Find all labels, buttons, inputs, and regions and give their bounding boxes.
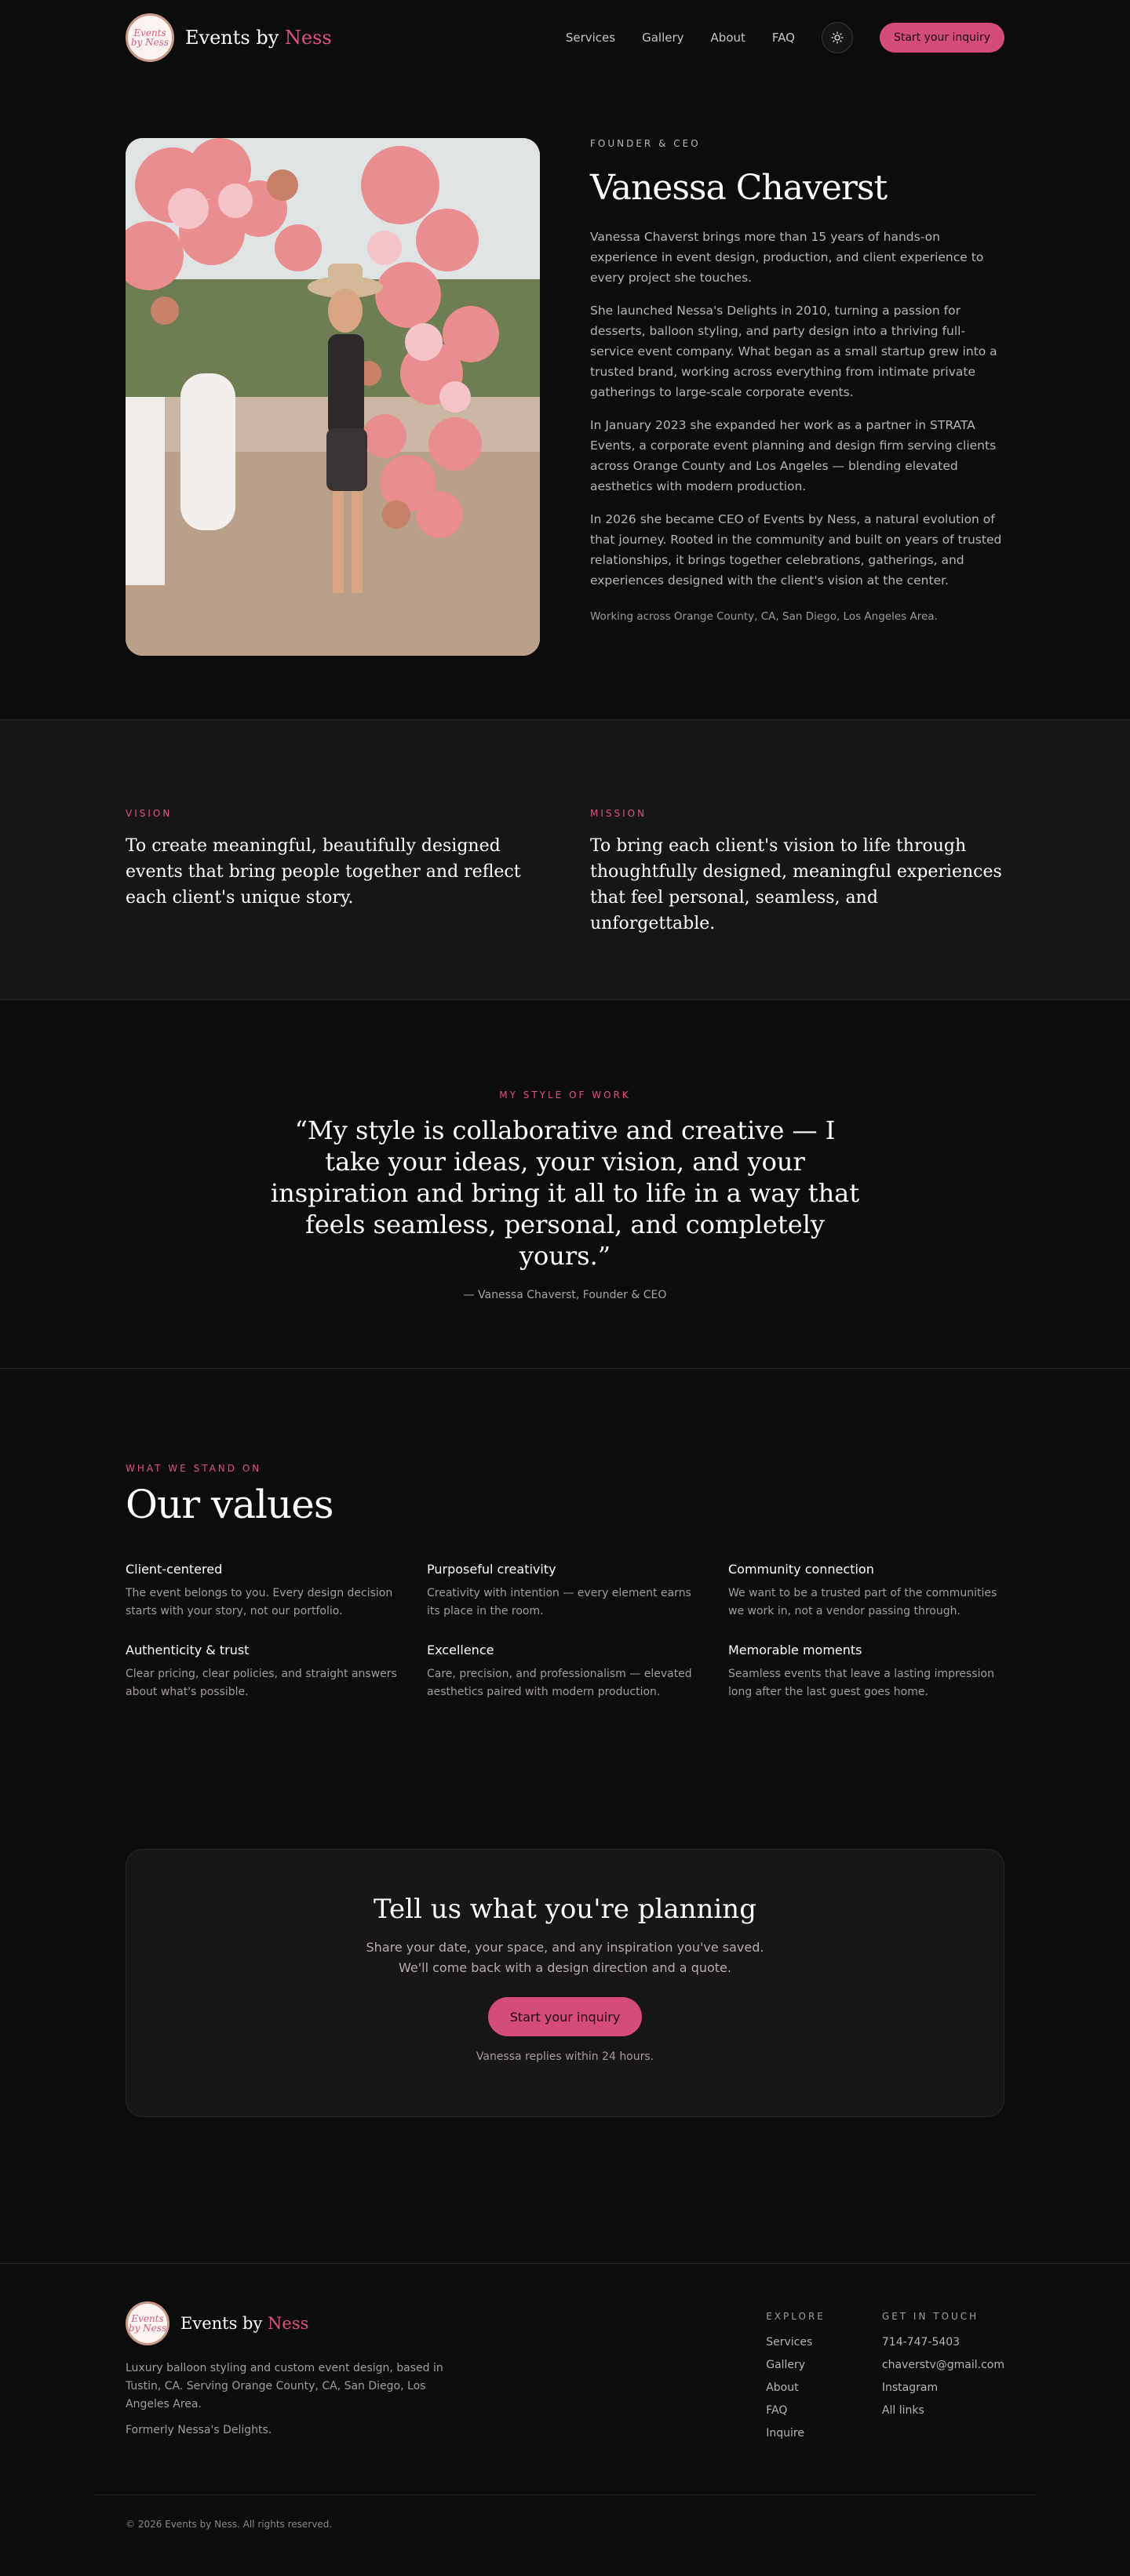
- value-item: [728, 1643, 1004, 1701]
- value-text: Clear pricing, clear policies, and straight answers about what's possible.: [126, 1668, 397, 1698]
- service-areas: Working across Orange County, CA, San Diego, Los Angeles Area.: [590, 610, 938, 623]
- footer-brand-name: Events by Ness: [180, 2314, 309, 2333]
- values-grid: [126, 1562, 1004, 1701]
- footer-explore: [766, 2311, 826, 2494]
- founder-section: [0, 75, 1130, 720]
- footer-contact: [882, 2311, 1004, 2494]
- inquiry-section: [0, 1849, 1130, 2263]
- theme-toggle-button[interactable]: [822, 22, 853, 53]
- mission-label: MISSION: [590, 808, 647, 819]
- footer-link-phone[interactable]: 714-747-5403: [881, 2336, 960, 2349]
- quote-eyebrow: MY STYLE OF WORK: [499, 1090, 631, 1101]
- contact-label: GET IN TOUCH: [881, 2311, 979, 2322]
- inquiry-title: Tell us what you're planning: [374, 1894, 756, 1925]
- value-item: [427, 1643, 703, 1701]
- value-title: Purposeful creativity: [427, 1562, 556, 1577]
- value-title: Excellence: [427, 1643, 494, 1657]
- values-title: Our values: [126, 1482, 334, 1527]
- value-text: Care, precision, and professionalism — elevated aesthetics paired with modern production.: [427, 1668, 692, 1698]
- vision-label: VISION: [126, 808, 173, 819]
- inquiry-card: [126, 1849, 1004, 2117]
- style-quote-section: [0, 1000, 1130, 1369]
- value-text: Creativity with intention — every element earns its place in the room.: [427, 1587, 691, 1617]
- value-item: [728, 1562, 1004, 1621]
- footer-link-about[interactable]: About: [766, 2381, 799, 2394]
- footer-link-inquire[interactable]: Inquire: [766, 2427, 804, 2440]
- vision-mission-section: [0, 720, 1130, 1000]
- value-text: Seamless events that leave a lasting impression long after the last guest goes home.: [728, 1668, 994, 1698]
- site-footer: [0, 2263, 1130, 2494]
- bio-paragraph: In January 2023 she expanded her work as a partner in STRATA Events, a corporate event planning and design firm serving clients across Orange County and Los Angeles — blending elevated aesthetics with modern production.: [590, 418, 997, 493]
- sun-icon: [831, 31, 844, 44]
- founder-eyebrow: FOUNDER & CEO: [590, 138, 701, 149]
- explore-label: EXPLORE: [766, 2311, 826, 2322]
- values-section: [0, 1369, 1130, 1849]
- value-title: Community connection: [728, 1562, 874, 1577]
- value-item: [126, 1562, 402, 1621]
- values-eyebrow: WHAT WE STAND ON: [126, 1463, 262, 1474]
- nav-faq[interactable]: FAQ: [771, 31, 795, 45]
- nav-services[interactable]: Services: [565, 31, 616, 45]
- footer-description: Luxury balloon styling and custom event design, based in Tustin, CA. Serving Orange County, CA, San Diego, Los Angeles Area.: [126, 2362, 443, 2410]
- footer-link-faq[interactable]: FAQ: [766, 2404, 788, 2417]
- header-inquiry-button[interactable]: Start your inquiry: [880, 23, 1004, 53]
- brand-logo: Events by Ness: [126, 13, 174, 62]
- footer-columns: [766, 2301, 1004, 2494]
- bio-paragraph: In 2026 she became CEO of Events by Ness, a natural evolution of that journey. Rooted in the community and built on years of trusted relationships, it brings together celebrations, gatherings, and experiences designed with the client's vision at the center.: [590, 512, 1002, 588]
- value-title: Authenticity & trust: [126, 1643, 250, 1657]
- nav-gallery[interactable]: Gallery: [642, 31, 684, 45]
- site-header: [0, 0, 1130, 75]
- footer-formerly: Formerly Nessa's Delights.: [126, 2424, 272, 2436]
- value-text: We want to be a trusted part of the communities we work in, not a vendor passing through.: [728, 1587, 997, 1617]
- value-item: [427, 1562, 703, 1621]
- founder-name: Vanessa Chaverst: [590, 168, 888, 208]
- brand-link[interactable]: [126, 13, 332, 62]
- founder-bio: [590, 138, 1004, 657]
- footer-link-services[interactable]: Services: [766, 2336, 813, 2349]
- footer-brand-link[interactable]: [126, 2301, 447, 2345]
- vision-block: [126, 808, 540, 999]
- inquiry-button[interactable]: Start your inquiry: [488, 1997, 643, 2036]
- founder-photo: [126, 138, 540, 656]
- footer-logo: Events by Ness: [126, 2301, 170, 2345]
- value-title: Client-centered: [126, 1562, 223, 1577]
- value-text: The event belongs to you. Every design decision starts with your story, not our portfolio.: [126, 1587, 393, 1617]
- footer-link-email[interactable]: chaverstv@gmail.com: [881, 2359, 1004, 2371]
- brand-name: Events by Ness: [185, 27, 332, 49]
- nav-about[interactable]: About: [710, 31, 745, 45]
- footer-link-all-links[interactable]: All links: [881, 2404, 924, 2417]
- inquiry-subtitle-line: Share your date, your space, and any inspiration you've saved.: [366, 1940, 764, 1955]
- style-quote: “My style is collaborative and creative — I take your ideas, your vision, and your inspiration and bring it all to life in a way that feels seamless, personal, and completely yours.”: [270, 1115, 860, 1271]
- bio-paragraph: She launched Nessa's Delights in 2010, turning a passion for desserts, balloon styling, and party design into a thriving full-service event company. What began as a small startup grew into a trusted brand, working across everything from intimate private gatherings to large-scale corporate events.: [590, 304, 997, 399]
- copyright: © 2026 Events by Ness. All rights reserved.: [94, 2494, 1036, 2576]
- inquiry-subtitle-line: We'll come back with a design direction and a quote.: [399, 1960, 731, 1975]
- bio-paragraph: Vanessa Chaverst brings more than 15 years of hands-on experience in event design, production, and client experience to every project she touches.: [590, 230, 984, 285]
- vision-text: To create meaningful, beautifully designed events that bring people together and reflect each client's unique story.: [126, 836, 521, 908]
- footer-link-gallery[interactable]: Gallery: [766, 2359, 806, 2371]
- value-item: [126, 1643, 402, 1701]
- value-title: Memorable moments: [728, 1643, 862, 1657]
- reply-note: Vanessa replies within 24 hours.: [476, 2050, 654, 2063]
- mission-text: To bring each client's vision to life through thoughtfully designed, meaningful experiences that feel personal, seamless, and unforgettable.: [590, 836, 1002, 933]
- footer-brand: [126, 2301, 447, 2494]
- mission-block: [590, 808, 1004, 999]
- quote-attribution: — Vanessa Chaverst, Founder & CEO: [463, 1289, 667, 1301]
- main-nav: [566, 22, 1004, 53]
- footer-link-instagram[interactable]: Instagram: [881, 2381, 939, 2394]
